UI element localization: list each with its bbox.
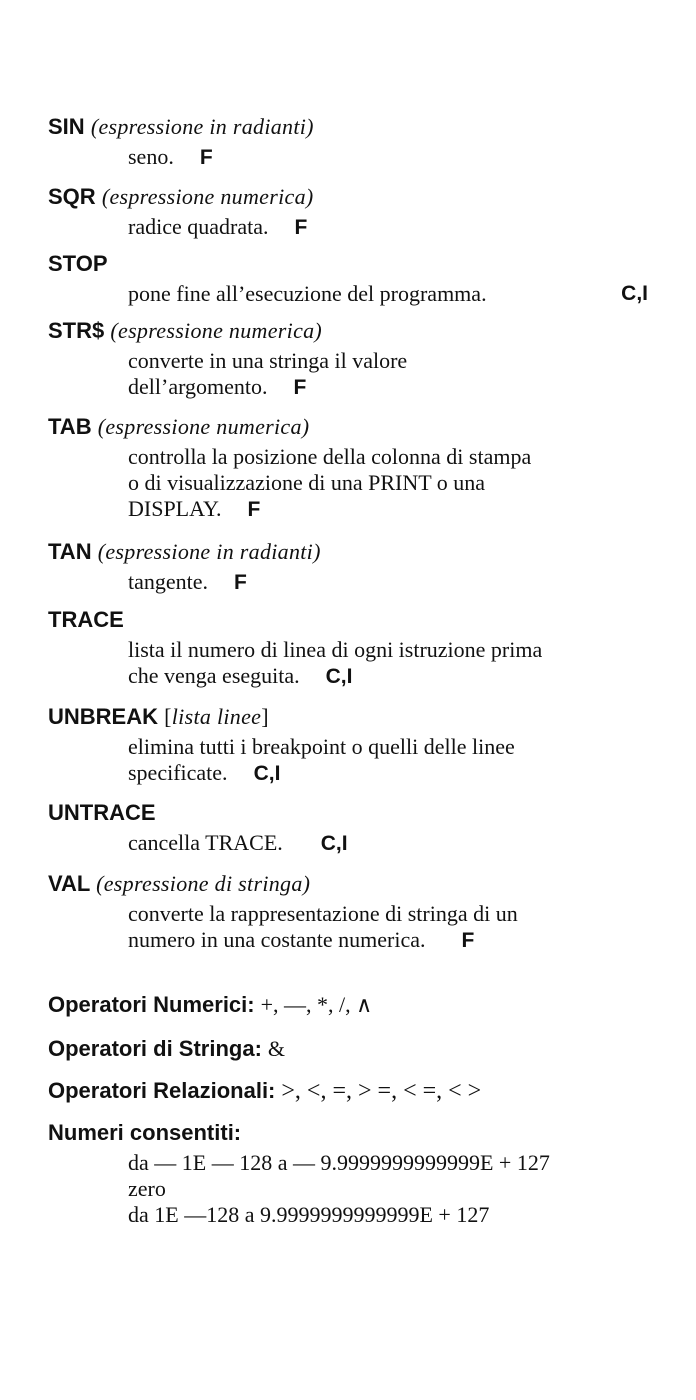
description-line: specificate. xyxy=(128,760,228,785)
entry-heading xyxy=(48,184,668,210)
entry-heading xyxy=(48,871,668,897)
entry-heading xyxy=(48,318,668,344)
type-flag: F xyxy=(234,571,247,594)
description xyxy=(128,637,668,690)
keyword: VAL xyxy=(48,871,90,896)
string-operators-label: Operatori di Stringa: xyxy=(48,1036,262,1061)
description-line: dell’argomento. xyxy=(128,374,268,399)
description-line: converte in una stringa il valore xyxy=(128,348,408,373)
numeric-operators xyxy=(48,992,668,1018)
keyword: SIN xyxy=(48,114,85,139)
description-line: tangente. xyxy=(128,569,209,594)
description-line: lista il numero di linea di ogni istruzione prima xyxy=(128,637,543,662)
keyword: SQR xyxy=(48,184,96,209)
keyword: TAB xyxy=(48,414,92,439)
entry-heading xyxy=(48,607,668,633)
keyword: TRACE xyxy=(48,607,124,632)
type-flag: F xyxy=(199,146,213,169)
argument-text: lista linee xyxy=(171,704,262,729)
type-flag: F xyxy=(294,216,308,239)
description xyxy=(128,144,668,171)
numeric-operators-label: Operatori Numerici: xyxy=(48,992,255,1017)
description xyxy=(128,901,668,954)
argument: (espressione in radianti) xyxy=(90,114,314,139)
string-operators xyxy=(48,1036,668,1062)
type-flag: F xyxy=(293,376,307,399)
entry-heading xyxy=(48,114,668,140)
relational-operators-value: >, <, =, > =, < =, < > xyxy=(281,1078,482,1104)
type-flag: C,I xyxy=(320,832,348,855)
type-flag: F xyxy=(461,929,475,952)
description xyxy=(128,214,668,241)
entry-tan xyxy=(48,539,668,596)
string-operators-value: & xyxy=(267,1036,286,1061)
keyword: STR$ xyxy=(48,318,105,343)
entry-stop xyxy=(48,251,668,307)
relational-operators xyxy=(48,1078,668,1104)
number-range-line: zero xyxy=(128,1176,166,1201)
entry-heading xyxy=(48,800,668,826)
description-line: o di visualizzazione di una PRINT o una xyxy=(128,470,486,495)
description xyxy=(128,734,668,787)
entry-untrace xyxy=(48,800,668,857)
numeric-operators-value: +, —, *, /, ∧ xyxy=(260,992,373,1017)
description-line: converte la rappresentazione di stringa di un xyxy=(128,901,518,926)
entry-val xyxy=(48,871,668,954)
entry-heading xyxy=(48,251,668,277)
argument: (espressione di stringa) xyxy=(96,871,311,896)
type-flag: C,I xyxy=(325,665,353,688)
argument xyxy=(164,704,269,729)
type-flag: C,I xyxy=(253,762,281,785)
entry-heading xyxy=(48,704,668,730)
entry-unbreak xyxy=(48,704,668,787)
number-range-line: da 1E —128 a 9.9999999999999E + 127 xyxy=(128,1202,490,1227)
entry-sqr xyxy=(48,184,668,241)
description-line: pone fine all’esecuzione del programma. xyxy=(128,281,487,306)
description-line: numero in una costante numerica. xyxy=(128,927,426,952)
entry-sin xyxy=(48,114,668,171)
relational-operators-label: Operatori Relazionali: xyxy=(48,1078,276,1103)
entry-heading xyxy=(48,539,668,565)
allowed-numbers-ranges xyxy=(128,1150,668,1228)
description-line: controlla la posizione della colonna di stampa xyxy=(128,444,532,469)
description-line: che venga eseguita. xyxy=(128,663,300,688)
description xyxy=(128,569,668,596)
keyword: TAN xyxy=(48,539,92,564)
type-flag: C,I xyxy=(621,282,648,305)
description-line: seno. xyxy=(128,144,174,169)
bracket-close: ] xyxy=(261,704,269,729)
entry-heading xyxy=(48,414,668,440)
argument: (espressione in radianti) xyxy=(97,539,321,564)
entry-trace xyxy=(48,607,668,690)
keyword: STOP xyxy=(48,251,108,276)
keyword: UNBREAK xyxy=(48,704,158,729)
type-flag: F xyxy=(247,498,261,521)
bracket-open: [ xyxy=(164,704,172,729)
allowed-numbers-label: Numeri consentiti: xyxy=(48,1120,242,1145)
description xyxy=(128,348,668,401)
entry-tab xyxy=(48,414,668,523)
description-line: elimina tutti i breakpoint o quelli delle linee xyxy=(128,734,515,759)
description xyxy=(128,830,668,857)
description xyxy=(128,281,668,307)
description-line: radice quadrata. xyxy=(128,214,269,239)
allowed-numbers xyxy=(48,1120,668,1228)
keyword: UNTRACE xyxy=(48,800,156,825)
number-range-line: da — 1E — 128 a — 9.9999999999999E + 127 xyxy=(128,1150,550,1175)
description-line: cancella TRACE. xyxy=(128,830,283,855)
argument: (espressione numerica) xyxy=(110,318,323,343)
description-line: DISPLAY. xyxy=(128,496,222,521)
argument: (espressione numerica) xyxy=(101,184,314,209)
entry-str xyxy=(48,318,668,401)
argument: (espressione numerica) xyxy=(97,414,310,439)
description xyxy=(128,444,668,523)
